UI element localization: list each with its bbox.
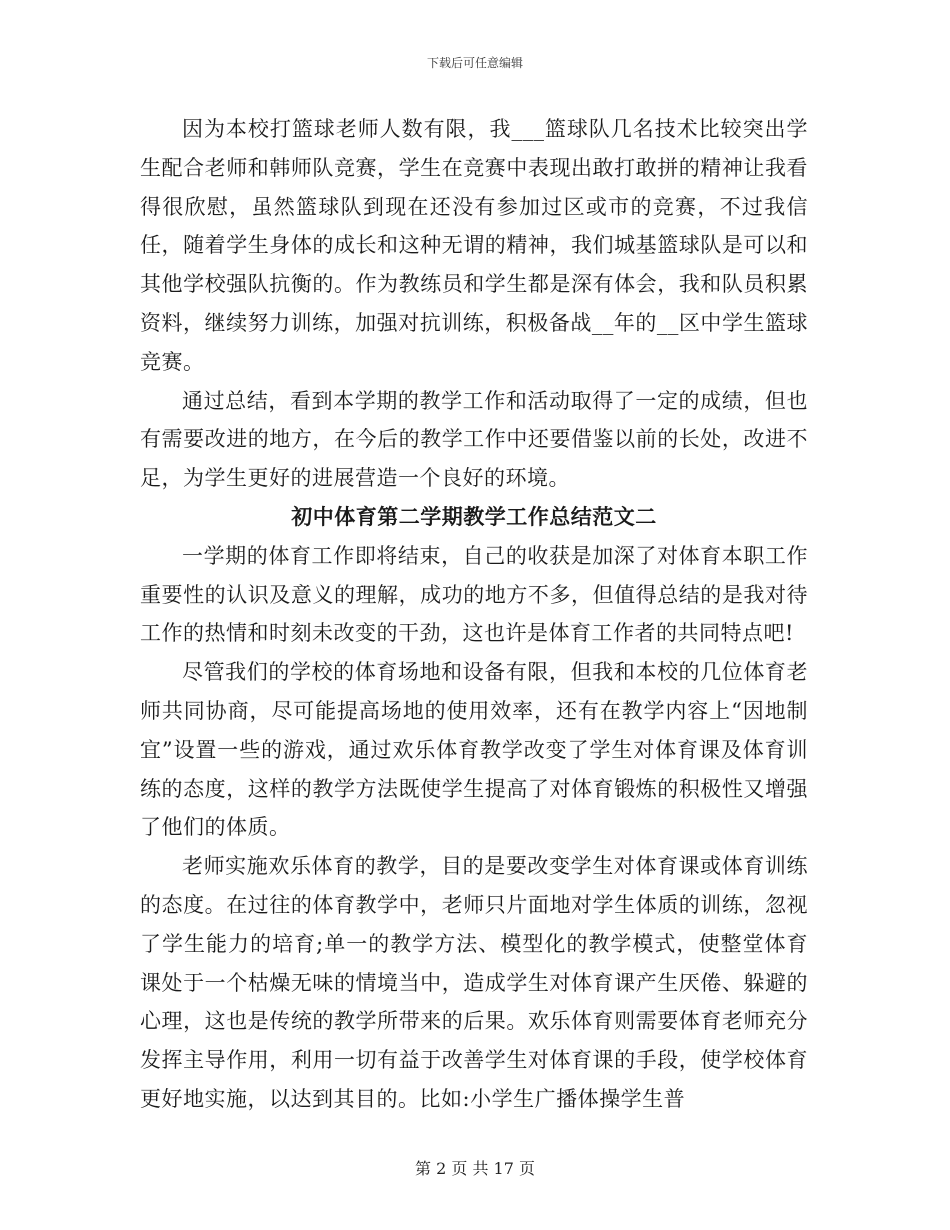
section-heading: 初中体育第二学期教学工作总结范文二 — [291, 503, 657, 529]
paragraph-happy-pe: 老师实施欢乐体育的教学，目的是要改变学生对体育课或体育训练的态度。在过往的体育教学中，老师只片面地对学生体质的训练，忽视了学生能力的培育;单一的教学方法、模型化的教学模式，使整堂体育课处于一个枯燥无味的情境当中，造成学生对体育课产生厌倦、躲避的心理，这也是传统的教学所带来的后果。欢乐体育则需要体育老师充分发挥主导作用，利用一切有益于改善学生对体育课的手段，使学校体育更好地实施，以达到其目的。比如:小学生广播体操学生普 — [140, 854, 808, 1111]
paragraph-semester-reflection: 一学期的体育工作即将结束，自己的收获是加深了对体育本职工作重要性的认识及意义的理解，成功的地方不多，但值得总结的是我对待工作的热情和时刻未改变的干劲，这也许是体育工作者的共同特点吧! — [140, 543, 808, 646]
paragraph-summary-conclusion: 通过总结，看到本学期的教学工作和活动取得了一定的成绩，但也有需要改进的地方，在今后的教学工作中还要借鉴以前的长处，改进不足，为学生更好的进展营造一个良好的环境。 — [140, 388, 808, 491]
page-number: 第 2 页 共 17 页 — [415, 1159, 535, 1178]
paragraph-basketball-team: 因为本校打篮球老师人数有限，我___篮球队几名技术比较突出学生配合老师和韩师队竞赛，学生在竞赛中表现出敢打敢拼的精神让我看得很欣慰，虽然篮球队到现在还没有参加过区或市的竞赛，不过我信任，随着学生身体的成长和这种无谓的精神，我们城基篮球队是可以和其他学校强队抗衡的。作为教练员和学生都是深有体会，我和队员积累资料，继续努力训练，加强对抗训练，积极备战__年的__区中学生篮球竞赛。 — [140, 117, 808, 374]
paragraph-facilities: 尽管我们的学校的体育场地和设备有限，但我和本校的几位体育老师共同协商，尽可能提高场地的使用效率，还有在教学内容上“因地制宜”设置一些的游戏，通过欢乐体育教学改变了学生对体育课及体育训练的态度，这样的教学方法既使学生提高了对体育锻炼的积极性又增强了他们的体质。 — [140, 660, 808, 840]
page-header: 下载后可任意编辑 — [426, 56, 523, 70]
document-body — [140, 110, 808, 1119]
